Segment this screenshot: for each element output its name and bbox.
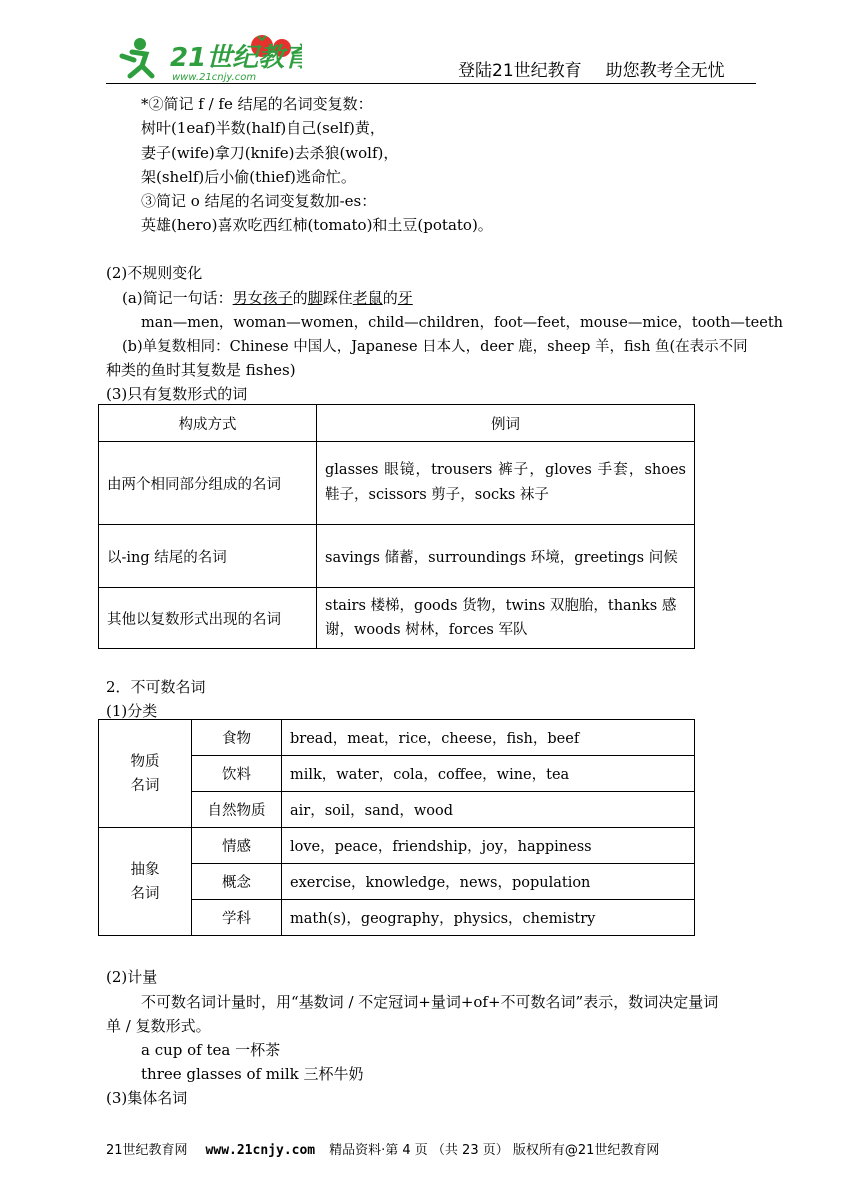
table-cell: glasses 眼镜，trousers 裤子，gloves 手套，shoes 鞋子，scissors 剪子，socks 袜子 xyxy=(317,442,695,525)
section-heading: 2．不可数名词 xyxy=(106,678,206,696)
footer xyxy=(106,1139,659,1158)
section-heading: (3)只有复数形式的词 xyxy=(106,385,248,403)
footer-site-link[interactable]: www.21cnjy.com xyxy=(205,1143,316,1158)
table-cell: bread，meat，rice，cheese，fish，beef xyxy=(282,720,695,756)
mnemonic-prefix: (a)简记一句话： xyxy=(122,289,233,307)
logo-text: 21世纪教育 xyxy=(170,43,302,73)
table-cell: 情感 xyxy=(192,828,282,864)
table-cell: air，soil，sand，wood xyxy=(282,792,695,828)
table-cell: love，peace，friendship，joy，happiness xyxy=(282,828,695,864)
group-cell xyxy=(99,720,192,828)
table-cell: 其他以复数形式出现的名词 xyxy=(99,588,317,649)
table-header-cell: 构成方式 xyxy=(99,405,317,442)
table-cell: savings 储蓄，surroundings 环境，greetings 问候 xyxy=(317,525,695,588)
table-cell: 以-ing 结尾的名词 xyxy=(99,525,317,588)
header-slogan-right: 助您教考全无忧 xyxy=(605,61,725,81)
table-row xyxy=(99,828,695,864)
table-row xyxy=(99,720,695,756)
mnemonic-line xyxy=(122,287,413,308)
section-heading: (2)计量 xyxy=(106,968,158,986)
table-cell: milk，water，cola，coffee，wine，tea xyxy=(282,756,695,792)
text-line: *②简记 f / fe 结尾的名词变复数： xyxy=(141,95,373,113)
mnemonic-text: 踩住 xyxy=(322,289,353,307)
plural-only-table xyxy=(98,404,695,649)
table-row xyxy=(99,442,695,525)
group-label: 抽象 xyxy=(130,861,160,878)
logo-graphic xyxy=(112,30,302,84)
footer-left: 21世纪教育网 xyxy=(106,1143,188,1158)
mnemonic-underlined: 脚 xyxy=(307,289,323,307)
group-label: 名词 xyxy=(130,885,160,902)
example-line: a cup of tea 一杯茶 xyxy=(141,1041,281,1059)
mnemonic-underlined: 老鼠 xyxy=(352,289,383,307)
table-header-row xyxy=(99,405,695,442)
text-line: ③简记 o 结尾的名词变复数加-es： xyxy=(141,192,377,210)
table-cell: 自然物质 xyxy=(192,792,282,828)
footer-right: 精品资料·第 4 页 （共 23 页） 版权所有@21世纪教育网 xyxy=(329,1143,660,1158)
section-heading: (3)集体名词 xyxy=(106,1089,188,1107)
example-line: three glasses of milk 三杯牛奶 xyxy=(141,1065,364,1083)
table-row xyxy=(99,525,695,588)
text-line: 树叶(1eaf)半数(half)自己(self)黄， xyxy=(141,119,385,137)
table-cell: stairs 楼梯，goods 货物，twins 双胞胎，thanks 感谢，woods 树林，forces 军队 xyxy=(317,588,695,649)
group-label: 物质 xyxy=(130,753,160,770)
section-heading: (1)分类 xyxy=(106,702,158,720)
mnemonic-text: 的 xyxy=(292,289,308,307)
header-slogan-left: 登陆21世纪教育 xyxy=(458,61,582,81)
table-header-cell: 例词 xyxy=(317,405,695,442)
irregular-examples: man—men，woman—women，child—children，foot—feet，mouse—mice，tooth—teeth xyxy=(141,315,784,331)
table-cell: 食物 xyxy=(192,720,282,756)
group-cell xyxy=(99,828,192,936)
text-line: (b)单复数相同：Chinese 中国人，Japanese 日本人，deer 鹿，sheep 羊，fish 鱼(在表示不同 xyxy=(122,339,748,355)
text-line: 种类的鱼时其复数是 fishes) xyxy=(106,361,296,379)
mnemonic-text: 的 xyxy=(382,289,398,307)
table-cell: math(s)，geography，physics，chemistry xyxy=(282,900,695,936)
text-line: 架(shelf)后小偷(thief)逃命忙。 xyxy=(141,168,356,186)
header-divider xyxy=(106,83,756,84)
header-slogan xyxy=(458,56,725,81)
table-cell: exercise，knowledge，news，population xyxy=(282,864,695,900)
group-label: 名词 xyxy=(130,777,160,794)
table-row xyxy=(99,588,695,649)
table-cell: 饮料 xyxy=(192,756,282,792)
mnemonic-underlined: 牙 xyxy=(397,289,413,307)
text-line: 不可数名词计量时，用“基数词 / 不定冠词+量词+of+不可数名词”表示，数词决定量词 xyxy=(141,993,719,1011)
logo-url: www.21cnjy.com xyxy=(172,72,257,83)
text-line: 单 / 复数形式。 xyxy=(106,1017,211,1035)
table-cell: 由两个相同部分组成的名词 xyxy=(99,442,317,525)
logo xyxy=(112,30,302,84)
table-cell: 学科 xyxy=(192,900,282,936)
section-heading: (2)不规则变化 xyxy=(106,264,203,282)
text-line: 妻子(wife)拿刀(knife)去杀狼(wolf)， xyxy=(141,144,399,162)
uncountable-table xyxy=(98,719,695,936)
text-line: 英雄(hero)喜欢吃西红柿(tomato)和土豆(potato)。 xyxy=(141,216,493,234)
mnemonic-underlined: 男女孩子 xyxy=(232,289,293,307)
table-cell: 概念 xyxy=(192,864,282,900)
